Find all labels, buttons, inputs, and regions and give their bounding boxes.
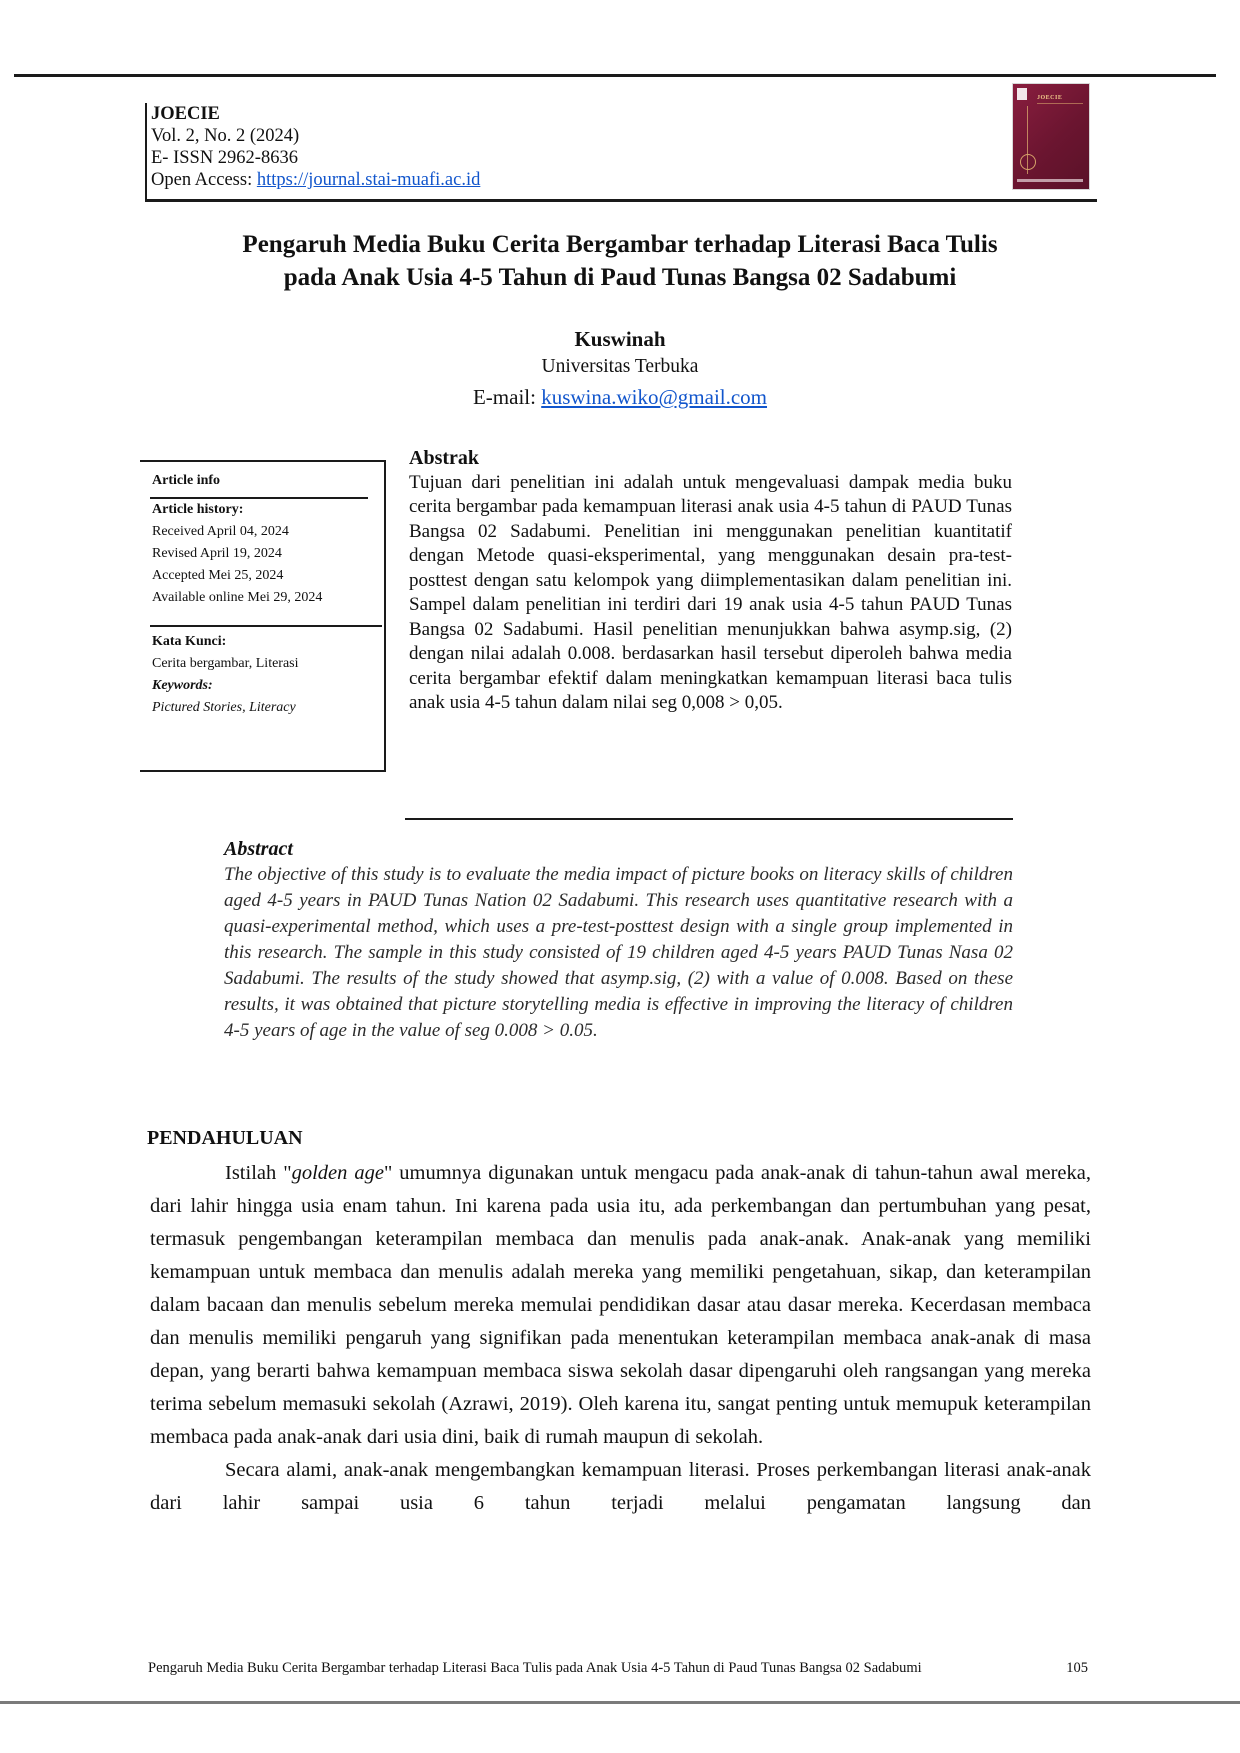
section-heading-pendahuluan: PENDAHULUAN bbox=[147, 1127, 303, 1149]
abstrak-section bbox=[409, 446, 1012, 716]
body-text bbox=[150, 1157, 1091, 1520]
abstrak-heading: Abstrak bbox=[409, 447, 480, 469]
article-info-box bbox=[140, 460, 386, 772]
journal-name: JOECIE bbox=[151, 104, 220, 124]
open-access-label: Open Access: bbox=[151, 170, 257, 190]
article-info-heading: Article info bbox=[152, 473, 221, 488]
cover-title: JOECIE bbox=[1037, 95, 1063, 101]
history-available-online: Available online Mei 29, 2024 bbox=[152, 590, 323, 605]
cover-decoration bbox=[1017, 179, 1083, 182]
paragraph-text: " umumnya digunakan untuk mengacu pada anak-anak di tahun-tahun awal mereka, dari lahir hingga usia enam tahun. Ini karena pada usia itu, ada perkembangan dan pertumbuhan yang pesat, termasuk pengembangan keterampilan membaca dan menulis pada anak-anak. Anak-anak yang memiliki kemampuan untuk membaca dan menulis adalah mereka yang memiliki pengetahuan, sikap, dan keterampilan dalam bacaan dan menulis sebelum mereka memulai pendidikan dasar atau dasar mereka. Kecerdasan membaca dan menulis memiliki pengaruh yang signifikan pada menentukan keterampilan membaca anak-anak di masa depan, yang berarti bahwa kemampuan membaca siswa sekolah dasar dipengaruhi oleh rangsangan yang mereka terima sebelum memasuki sekolah (Azrawi, 2019). Oleh karena itu, sangat penting untuk memupuk keterampilan membaca pada anak-anak dari usia dini, baik di rumah maupun di sekolah. bbox=[150, 1162, 1091, 1448]
page-number: 105 bbox=[1066, 1660, 1088, 1676]
body-paragraph bbox=[150, 1157, 1091, 1454]
divider bbox=[150, 625, 382, 627]
paragraph-text: Istilah " bbox=[225, 1162, 292, 1184]
abstract-divider bbox=[405, 818, 1013, 820]
journal-cover-image bbox=[1013, 84, 1089, 189]
italic-term: golden age bbox=[291, 1162, 384, 1184]
header-rule bbox=[14, 74, 1216, 77]
journal-info bbox=[151, 103, 480, 191]
author-affiliation: Universitas Terbuka bbox=[541, 356, 699, 377]
title-line-2: pada Anak Usia 4-5 Tahun di Paud Tunas Bangsa 02 Sadabumi bbox=[283, 264, 957, 291]
journal-volume: Vol. 2, No. 2 (2024) bbox=[151, 126, 300, 146]
kata-kunci-heading: Kata Kunci: bbox=[152, 634, 227, 649]
body-paragraph: Secara alami, anak-anak mengembangkan kemampuan literasi. Proses perkembangan literasi anak-anak dari lahir sampai usia 6 tahun terjadi melalui pengamatan langsung dan bbox=[150, 1459, 1091, 1514]
history-accepted: Accepted Mei 25, 2024 bbox=[152, 568, 284, 583]
history-received: Received April 04, 2024 bbox=[152, 524, 289, 539]
abstract-heading: Abstract bbox=[224, 838, 293, 860]
article-history bbox=[152, 499, 322, 609]
cover-emblem-icon bbox=[1020, 154, 1036, 170]
history-revised: Revised April 19, 2024 bbox=[152, 546, 282, 561]
author-email-line bbox=[130, 385, 1110, 410]
footer-rule bbox=[0, 1701, 1240, 1704]
cover-decoration bbox=[1037, 103, 1083, 104]
open-access-line bbox=[151, 169, 480, 191]
running-title: Pengaruh Media Buku Cerita Bergambar terhadap Literasi Baca Tulis pada Anak Usia 4-5 Tahun di Paud Tunas Bangsa 02 Sadabumi bbox=[148, 1660, 922, 1676]
journal-url-link[interactable]: https://journal.stai-muafi.ac.id bbox=[256, 170, 481, 190]
abstract-section bbox=[224, 836, 1013, 1044]
keywords-section bbox=[152, 631, 299, 719]
title-line-1: Pengaruh Media Buku Cerita Bergambar terhadap Literasi Baca Tulis bbox=[242, 231, 998, 258]
abstract-text: The objective of this study is to evaluate the media impact of picture books on literacy skills of children aged 4-5 years in PAUD Tunas Nation 02 Sadabumi. This research uses quantitative research with a quasi-experimental method, which uses a pre-test-posttest design with a single group implemented in this research. The sample in this study consisted of 19 children aged 4-5 years PAUD Tunas Nasa 02 Sadabumi. The results of the study showed that asymp.sig, (2) with a value of 0.008. Based on these results, it was obtained that picture storytelling media is effective in improving the literacy of children 4-5 years of age in the value of seg 0.008 > 0.05. bbox=[224, 864, 1013, 1041]
journal-header bbox=[145, 103, 1097, 202]
author-email-link[interactable]: kuswina.wiko@gmail.com bbox=[541, 385, 768, 409]
keywords-heading: Keywords: bbox=[152, 678, 213, 693]
email-label: E-mail: bbox=[472, 385, 542, 409]
article-title bbox=[130, 228, 1110, 294]
abstrak-text: Tujuan dari penelitian ini adalah untuk mengevaluasi dampak media buku cerita bergambar pada kemampuan literasi anak usia 4-5 tahun di PAUD Tunas Bangsa 02 Sadabumi. Penelitian ini menggunakan penelitian kuantitatif dengan Metode quasi-eksperimental, yang menggunakan desain pra-test-posttest dengan satu kelompok yang diimplementasikan dalam penelitian ini. Sampel dalam penelitian ini terdiri dari 19 anak usia 4-5 tahun PAUD Tunas Bangsa 02 Sadabumi. Hasil penelitian menunjukkan bahwa asymp.sig, (2) dengan nilai adalah 0.008. berdasarkan hasil tersebut diperoleh bahwa media cerita bergambar efektif dalam meningkatkan kemampuan literasi baca tulis anak usia 4-5 tahun dalam nilai seg 0,008 > 0,05. bbox=[409, 471, 1012, 713]
journal-issn: E- ISSN 2962-8636 bbox=[151, 148, 298, 168]
page-footer bbox=[148, 1660, 1088, 1677]
article-history-heading: Article history: bbox=[152, 502, 244, 517]
author-name: Kuswinah bbox=[574, 327, 666, 351]
keywords-values: Pictured Stories, Literacy bbox=[152, 700, 296, 715]
cover-logo-icon bbox=[1017, 88, 1027, 100]
kata-kunci-values: Cerita bergambar, Literasi bbox=[152, 656, 299, 671]
